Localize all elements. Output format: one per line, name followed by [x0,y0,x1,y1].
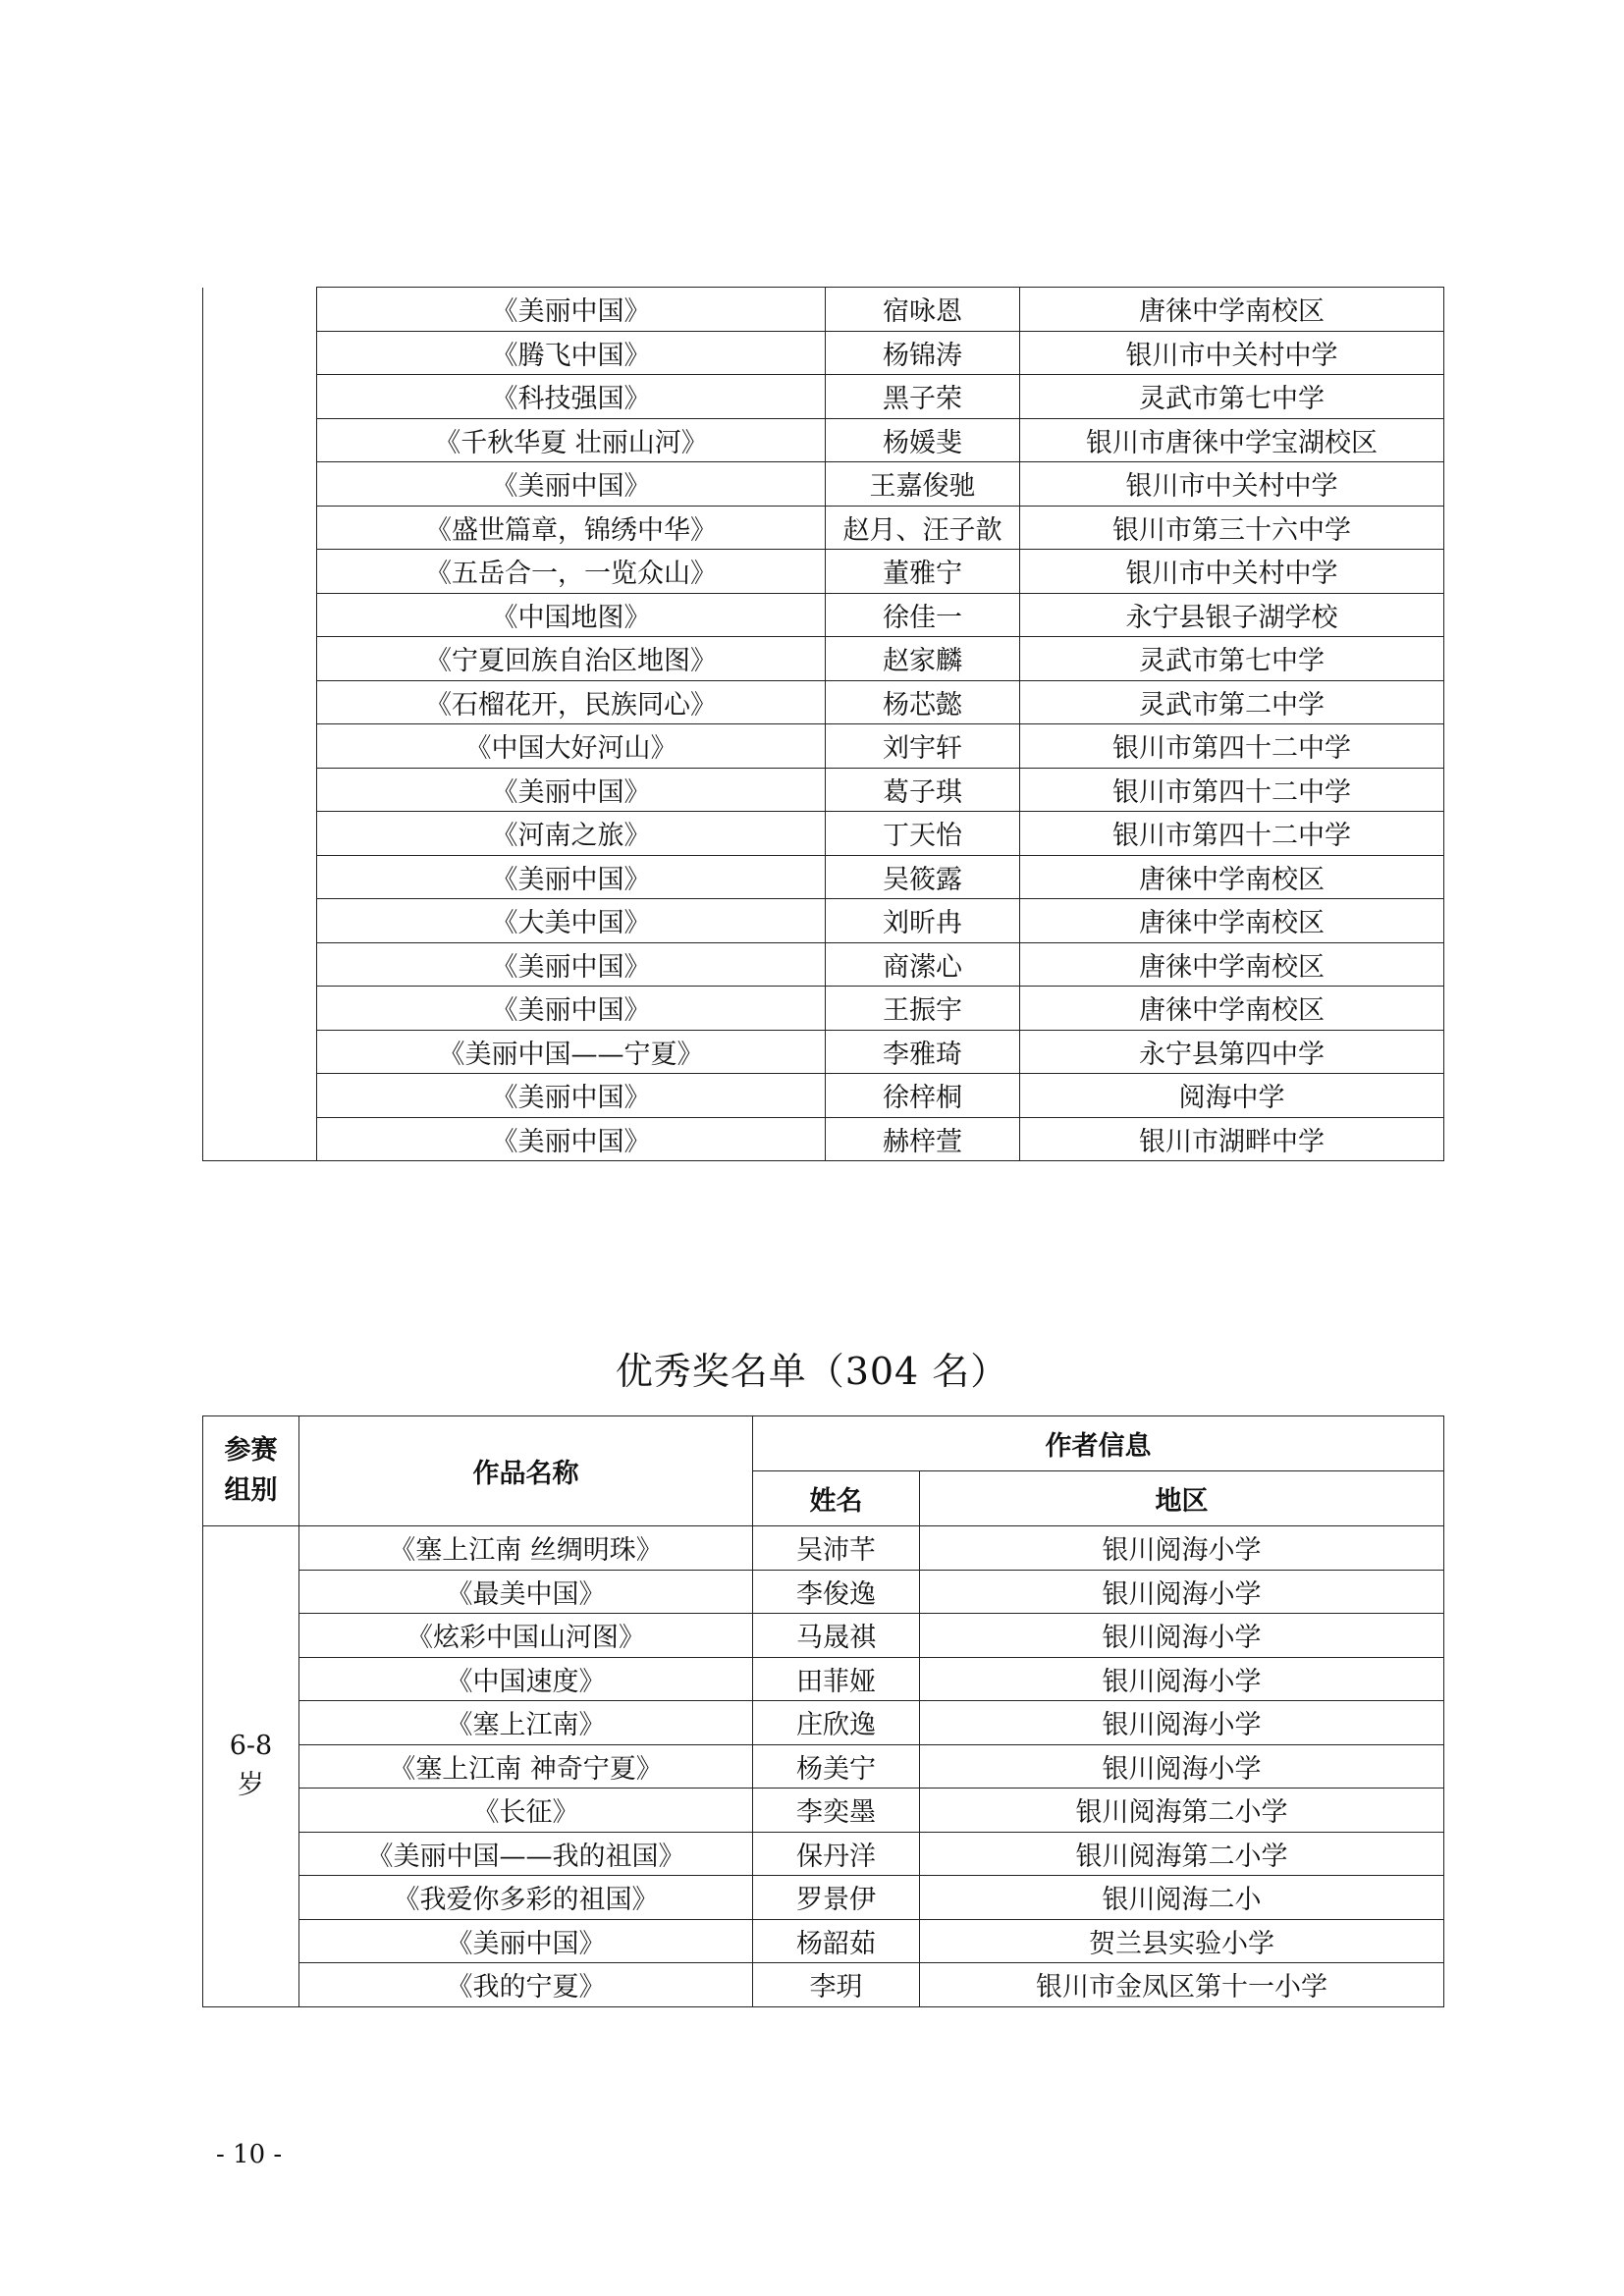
name-cell: 杨锦涛 [826,331,1020,375]
continued-award-table-body [203,288,1444,1161]
region-cell: 银川市金凤区第十一小学 [920,1963,1444,2007]
header-name: 姓名 [753,1471,920,1526]
table-row [203,1832,1444,1876]
table-row [203,812,1444,856]
title-cell: 《美丽中国》 [299,1919,753,1963]
group-cell [203,288,317,1161]
title-cell: 《河南之旅》 [317,812,826,856]
region-cell: 银川市中关村中学 [1020,331,1444,375]
region-cell: 银川市唐徕中学宝湖校区 [1020,418,1444,462]
table-row [203,1657,1444,1701]
region-cell: 银川市中关村中学 [1020,462,1444,507]
name-cell: 杨媛斐 [826,418,1020,462]
name-cell: 保丹洋 [753,1832,920,1876]
name-cell: 赵家麟 [826,637,1020,681]
region-cell: 银川阅海小学 [920,1657,1444,1701]
region-cell: 灵武市第七中学 [1020,375,1444,419]
region-cell: 银川市第四十二中学 [1020,768,1444,812]
name-cell: 商潆心 [826,942,1020,987]
header-author-info: 作者信息 [753,1416,1444,1471]
name-cell: 杨芯懿 [826,680,1020,724]
name-cell: 赫梓萱 [826,1117,1020,1161]
name-cell: 吴筱露 [826,855,1020,899]
title-cell: 《塞上江南 神奇宁夏》 [299,1744,753,1789]
title-cell: 《美丽中国》 [317,1074,826,1118]
name-cell: 董雅宁 [826,550,1020,594]
table-row [203,680,1444,724]
section-title: 优秀奖名单（304 名） [615,1350,1009,1393]
title-cell: 《大美中国》 [317,899,826,943]
title-cell: 《我爱你多彩的祖国》 [299,1876,753,1920]
title-cell: 《中国速度》 [299,1657,753,1701]
excellence-award-table [202,1415,1444,2007]
table-row [203,1919,1444,1963]
region-cell: 银川阅海二小 [920,1876,1444,1920]
header-group: 参赛 组别 [203,1416,299,1526]
region-cell: 银川市湖畔中学 [1020,1117,1444,1161]
title-cell: 《长征》 [299,1789,753,1833]
region-cell: 唐徕中学南校区 [1020,855,1444,899]
title-cell: 《千秋华夏 壮丽山河》 [317,418,826,462]
title-cell: 《美丽中国》 [317,462,826,507]
table-row [203,1876,1444,1920]
region-cell: 银川阅海小学 [920,1570,1444,1614]
table-row [203,331,1444,375]
table-row [203,593,1444,637]
name-cell: 罗景伊 [753,1876,920,1920]
name-cell: 吴沛芊 [753,1526,920,1571]
name-cell: 李奕墨 [753,1789,920,1833]
name-cell: 黑子荣 [826,375,1020,419]
region-cell: 银川市第四十二中学 [1020,812,1444,856]
table-row [203,1074,1444,1118]
table-row [203,1030,1444,1074]
title-cell: 《美丽中国》 [317,855,826,899]
title-cell: 《美丽中国》 [317,942,826,987]
title-cell: 《中国地图》 [317,593,826,637]
table-row [203,375,1444,419]
title-cell: 《宁夏回族自治区地图》 [317,637,826,681]
name-cell: 宿咏恩 [826,288,1020,332]
excellence-award-table-body [203,1526,1444,2007]
table-row [203,768,1444,812]
title-cell: 《石榴花开，民族同心》 [317,680,826,724]
name-cell: 葛子琪 [826,768,1020,812]
title-cell: 《美丽中国》 [317,987,826,1031]
region-cell: 永宁县银子湖学校 [1020,593,1444,637]
region-cell: 唐徕中学南校区 [1020,899,1444,943]
table-row [203,855,1444,899]
title-cell: 《美丽中国——我的祖国》 [299,1832,753,1876]
table-row [203,1789,1444,1833]
table-row [203,1526,1444,1571]
region-cell: 银川市第三十六中学 [1020,506,1444,550]
name-cell: 李玥 [753,1963,920,2007]
name-cell: 刘宇轩 [826,724,1020,769]
table-row [203,288,1444,332]
region-cell: 灵武市第二中学 [1020,680,1444,724]
title-cell: 《美丽中国》 [317,1117,826,1161]
name-cell: 庄欣逸 [753,1701,920,1745]
title-cell: 《塞上江南 丝绸明珠》 [299,1526,753,1571]
region-cell: 银川市第四十二中学 [1020,724,1444,769]
table-row [203,418,1444,462]
region-cell: 银川阅海小学 [920,1614,1444,1658]
table-row [203,506,1444,550]
region-cell: 灵武市第七中学 [1020,637,1444,681]
title-cell: 《腾飞中国》 [317,331,826,375]
name-cell: 王嘉俊驰 [826,462,1020,507]
title-cell: 《美丽中国》 [317,768,826,812]
table-row [203,899,1444,943]
table-row [203,462,1444,507]
page-number: - 10 - [216,2140,283,2169]
table-row [203,987,1444,1031]
name-cell: 徐梓桐 [826,1074,1020,1118]
name-cell: 丁天怡 [826,812,1020,856]
continued-award-table [202,287,1444,1161]
title-cell: 《最美中国》 [299,1570,753,1614]
name-cell: 杨韶茹 [753,1919,920,1963]
name-cell: 杨美宁 [753,1744,920,1789]
table-row [203,724,1444,769]
table-row [203,1117,1444,1161]
region-cell: 银川市中关村中学 [1020,550,1444,594]
table-row [203,1963,1444,2007]
title-cell: 《盛世篇章，锦绣中华》 [317,506,826,550]
name-cell: 赵月、汪子歆 [826,506,1020,550]
title-cell: 《美丽中国——宁夏》 [317,1030,826,1074]
name-cell: 徐佳一 [826,593,1020,637]
title-cell: 《中国大好河山》 [317,724,826,769]
title-cell: 《五岳合一，一览众山》 [317,550,826,594]
group-cell: 6-8 岁 [203,1526,299,2007]
region-cell: 银川阅海第二小学 [920,1832,1444,1876]
title-cell: 《我的宁夏》 [299,1963,753,2007]
header-title: 作品名称 [299,1416,753,1526]
table-row [203,1570,1444,1614]
name-cell: 李俊逸 [753,1570,920,1614]
region-cell: 银川阅海小学 [920,1701,1444,1745]
name-cell: 刘昕冉 [826,899,1020,943]
region-cell: 永宁县第四中学 [1020,1030,1444,1074]
region-cell: 银川阅海小学 [920,1744,1444,1789]
excellence-award-table-header [203,1416,1444,1526]
region-cell: 唐徕中学南校区 [1020,942,1444,987]
name-cell: 李雅琦 [826,1030,1020,1074]
region-cell: 唐徕中学南校区 [1020,987,1444,1031]
table-row [203,1744,1444,1789]
region-cell: 唐徕中学南校区 [1020,288,1444,332]
region-cell: 贺兰县实验小学 [920,1919,1444,1963]
title-cell: 《炫彩中国山河图》 [299,1614,753,1658]
table-row [203,942,1444,987]
title-cell: 《美丽中国》 [317,288,826,332]
table-row [203,1701,1444,1745]
name-cell: 王振宇 [826,987,1020,1031]
table-row [203,550,1444,594]
name-cell: 田菲娅 [753,1657,920,1701]
region-cell: 银川阅海小学 [920,1526,1444,1571]
name-cell: 马晟祺 [753,1614,920,1658]
table-row [203,637,1444,681]
region-cell: 阅海中学 [1020,1074,1444,1118]
title-cell: 《科技强国》 [317,375,826,419]
title-cell: 《塞上江南》 [299,1701,753,1745]
table-row [203,1614,1444,1658]
region-cell: 银川阅海第二小学 [920,1789,1444,1833]
header-region: 地区 [920,1471,1444,1526]
